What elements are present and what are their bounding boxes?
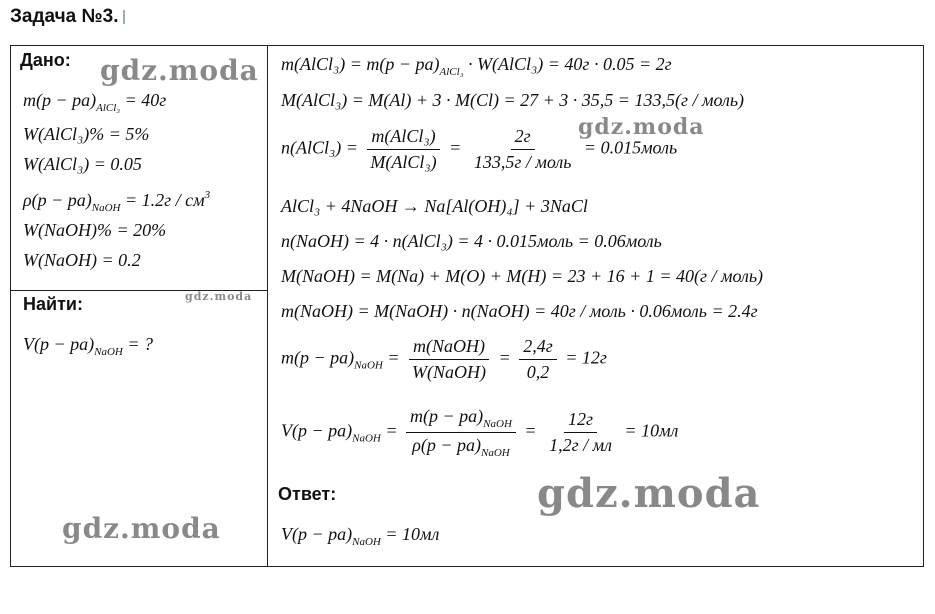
solution-table	[10, 45, 924, 567]
watermark-logo: gdz.moda	[62, 512, 221, 545]
given-line-2: W(AlCl₃)% = 5%	[23, 124, 150, 144]
task-title: Задача №3.	[10, 6, 125, 28]
answer-line: $V(p - pa)_{NaOH} = 10мл$	[281, 524, 440, 548]
text-cursor-icon	[123, 10, 125, 24]
given-heading: Дано:	[20, 50, 71, 70]
answer-heading: Ответ:	[278, 484, 337, 504]
solution-line-3: n(AlCl₃) = $\frac{\text{m(AlCl₃)}}{\text{M(AlCl₃)}}$ = $\frac{2г}{\text{133,5г / моль}}$ = 0.015моль	[281, 126, 678, 172]
solution-line-1: m(AlCl₃) = $m(p - pa)_{AlCl_3}$ · W(AlCl₃) = 40г · 0.05 = 2г	[281, 54, 672, 78]
watermark-logo: gdz.moda	[185, 290, 253, 303]
watermark-logo: gdz.moda	[578, 114, 705, 140]
find-line: $V(p - pa)_{NaOH}$ = ?	[23, 334, 154, 358]
solution-line-8: $m(p - pa)_{NaOH}$ = $\frac{\text{m(NaOH)}}{\text{W(NaOH)}}$ = $\frac{2,4г}{0,2}$ = 12г	[281, 336, 607, 382]
watermark-logo: gdz.moda	[100, 54, 259, 87]
solution-line-6: M(NaOH) = M(Na) + M(O) + M(H) = 23 + 16 + 1 = 40(г / моль)	[281, 266, 764, 286]
given-line-6: W(NaOH) = 0.2	[23, 250, 141, 270]
solution-line-2: M(AlCl₃) = M(Al) + 3 · M(Cl) = 27 + 3 · 35,5 = 133,5(г / моль)	[281, 90, 745, 110]
given-line-1: $m(p - pa)_{AlCl_3} = 40г$	[23, 90, 167, 114]
column-divider	[267, 46, 268, 566]
find-heading: Найти:	[23, 294, 83, 314]
solution-line-7: m(NaOH) = M(NaOH) · n(NaOH) = 40г / моль · 0.06моль = 2.4г	[281, 301, 758, 321]
solution-line-4: AlCl₃ + 4NaOH → Na[Al(OH)₄] + 3NaCl	[281, 196, 588, 216]
solution-line-9: $V(p - pa)_{NaOH}$ = $\frac{m(p - pa)_{NaOH}}{\rho(p - pa)_{NaOH}}$ = $\frac{12г}{1,2г / мл}$ = 10мл	[281, 406, 679, 459]
given-line-5: W(NaOH)% = 20%	[23, 220, 167, 240]
solution-line-5: n(NaOH) = 4 · n(AlCl₃) = 4 · 0.015моль = 0.06моль	[281, 231, 662, 251]
given-line-3: W(AlCl₃) = 0.05	[23, 154, 142, 174]
given-line-4: $\rho(p - pa)_{NaOH} = 1.2г / см^3$	[23, 189, 211, 214]
watermark-logo: gdz.moda	[537, 470, 761, 517]
